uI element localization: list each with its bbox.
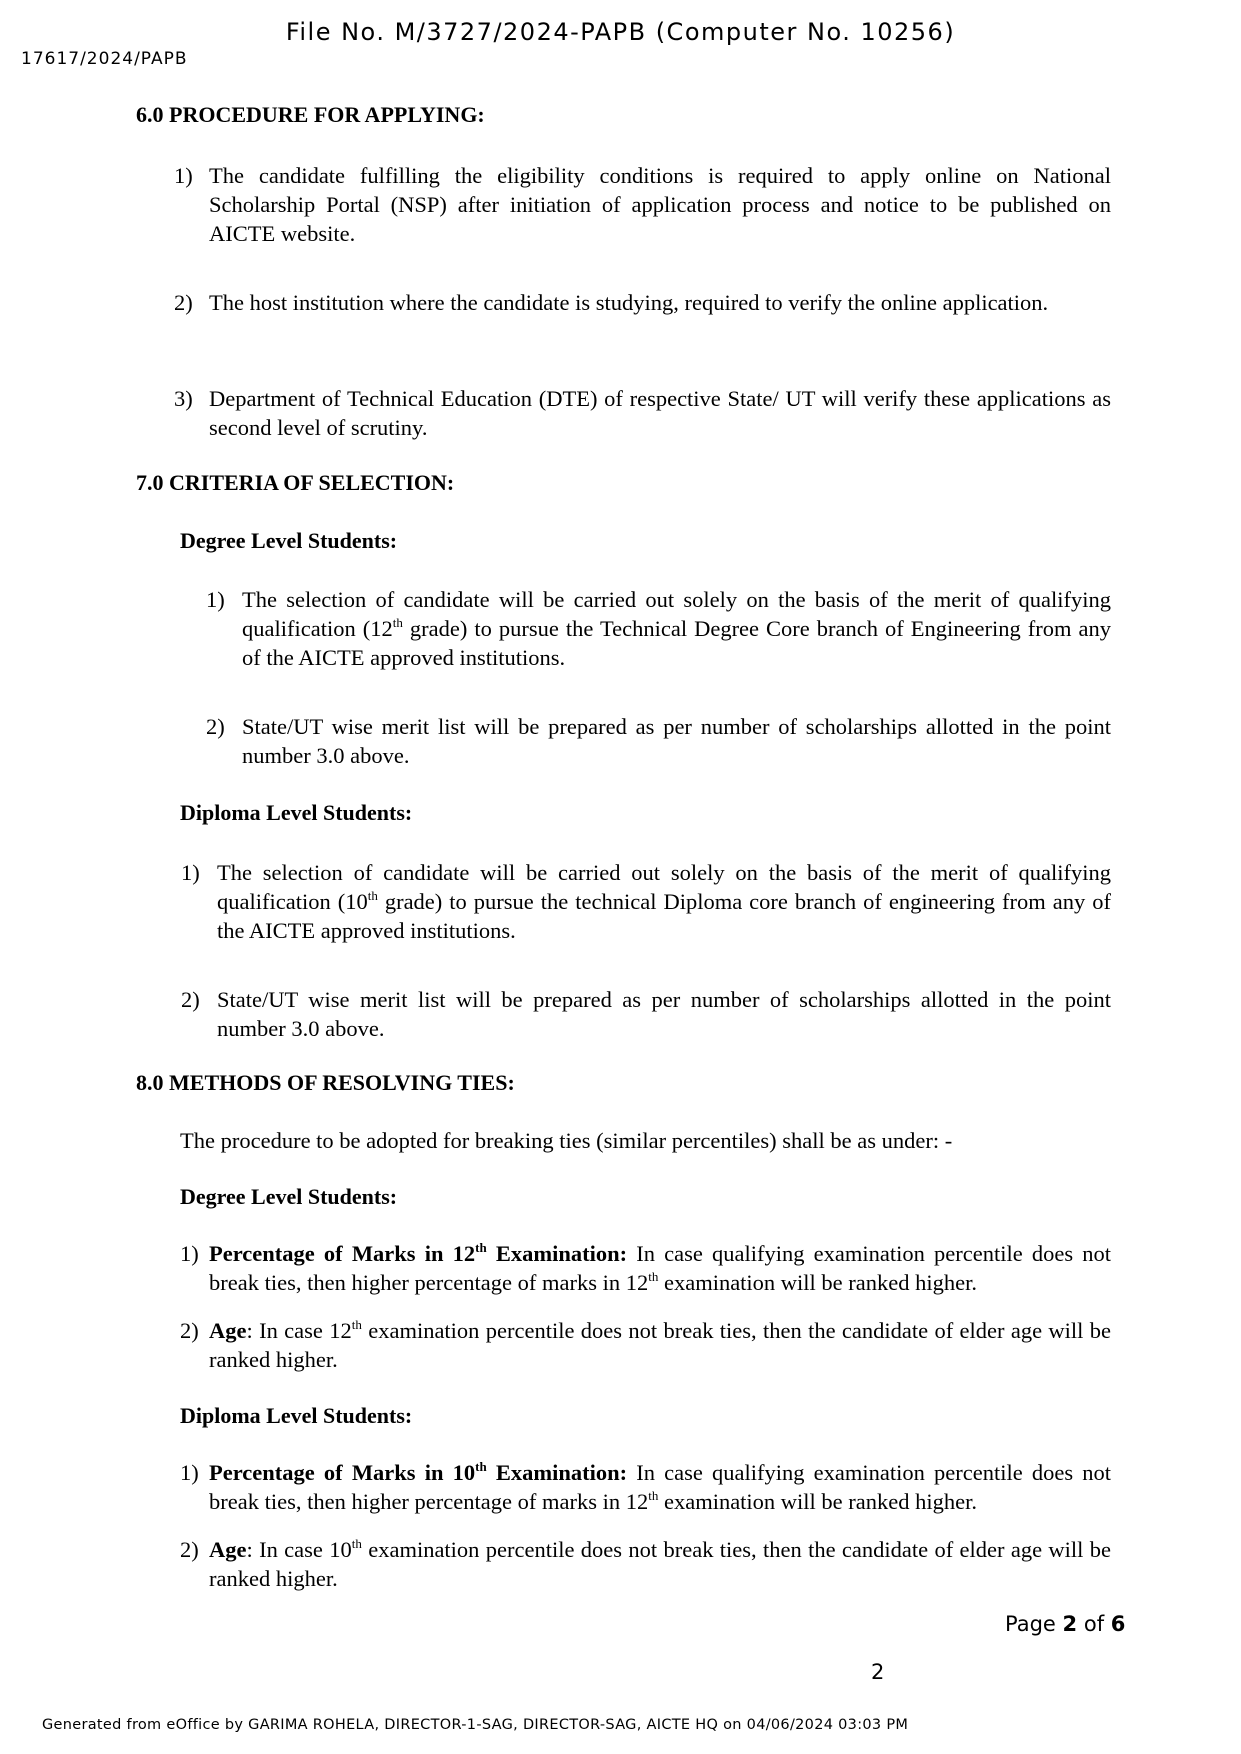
item-number: 3) — [174, 386, 193, 411]
page-number: 2 — [871, 1660, 885, 1684]
item-text: The selection of candidate will be carried out solely on the basis of the merit of qualifying qualification (12th grade) to pursue the Technical Degree Core branch of Engineering from any of the AICTE approved institutions. — [242, 587, 1111, 670]
ties-degree-item-2 — [180, 1316, 1111, 1374]
item-text: Percentage of Marks in 12th Examination: In case qualifying examination percentile does not break ties, then higher percentage of marks in 12th examination will be ranked higher. — [209, 1240, 1112, 1295]
item-number: 2) — [180, 1537, 199, 1562]
procedure-item-1 — [174, 161, 1111, 248]
ties-diploma-item-1 — [180, 1458, 1111, 1516]
subheading-degree-level: Degree Level Students: — [180, 528, 398, 553]
item-text: Age: In case 10th examination percentile does not break ties, then the candidate of elder age will be ranked higher. — [209, 1536, 1111, 1591]
subheading-diploma-level-ties: Diploma Level Students: — [180, 1403, 413, 1428]
criteria-diploma-item-1 — [181, 858, 1111, 945]
item-text: The host institution where the candidate is studying, required to verify the online application. — [209, 290, 1049, 315]
item-number: 1) — [174, 163, 193, 188]
eoffice-footer: Generated from eOffice by GARIMA ROHELA, DIRECTOR-1-SAG, DIRECTOR-SAG, AICTE HQ on 04/06/2024 03:03 PM — [42, 1717, 909, 1733]
page-indicator: Page 2 of 6 — [1005, 1612, 1126, 1636]
resolving-ties-intro: The procedure to be adopted for breaking ties (similar percentiles) shall be as under: - — [180, 1128, 953, 1153]
item-text: State/UT wise merit list will be prepared as per number of scholarships allotted in the point number 3.0 above. — [217, 987, 1111, 1041]
subheading-diploma-level: Diploma Level Students: — [180, 800, 413, 825]
section-heading-criteria: 7.0 CRITERIA OF SELECTION: — [136, 470, 455, 495]
item-text: The selection of candidate will be carried out solely on the basis of the merit of qualifying qualification (10th grade) to pursue the technical Diploma core branch of engineering from any of the AICTE approved institutions. — [217, 860, 1112, 943]
item-text: The candidate fulfilling the eligibility conditions is required to apply online on National Scholarship Portal (NSP) after initiation of application process and notice to be published on AICTE website. — [209, 163, 1111, 246]
item-text: Department of Technical Education (DTE) of respective State/ UT will verify these applications as second level of scrutiny. — [209, 386, 1111, 440]
item-number: 1) — [180, 1460, 199, 1485]
subheading-degree-level-ties: Degree Level Students: — [180, 1184, 398, 1209]
file-number-header: File No. M/3727/2024-PAPB (Computer No. 10256) — [285, 18, 956, 46]
criteria-diploma-item-2 — [181, 985, 1111, 1043]
ties-diploma-item-2 — [180, 1535, 1111, 1593]
procedure-item-2 — [174, 288, 1111, 317]
section-heading-resolving-ties: 8.0 METHODS OF RESOLVING TIES: — [136, 1070, 515, 1095]
reference-number: 17617/2024/PAPB — [21, 49, 188, 69]
item-number: 2) — [180, 1318, 199, 1343]
criteria-degree-item-1 — [206, 585, 1111, 672]
item-number: 1) — [206, 587, 225, 612]
item-number: 2) — [206, 714, 225, 739]
item-text: State/UT wise merit list will be prepared as per number of scholarships allotted in the point number 3.0 above. — [242, 714, 1111, 768]
item-text: Percentage of Marks in 10th Examination: In case qualifying examination percentile does not break ties, then higher percentage of marks in 12th examination will be ranked higher. — [209, 1459, 1112, 1514]
ties-degree-item-1 — [180, 1239, 1111, 1297]
procedure-item-3 — [174, 384, 1111, 442]
item-text: Age: In case 12th examination percentile does not break ties, then the candidate of elder age will be ranked higher. — [209, 1317, 1111, 1372]
section-heading-procedure: 6.0 PROCEDURE FOR APPLYING: — [136, 102, 485, 127]
item-number: 1) — [181, 860, 200, 885]
item-number: 2) — [181, 987, 200, 1012]
criteria-degree-item-2 — [206, 712, 1111, 770]
item-number: 1) — [180, 1241, 199, 1266]
item-number: 2) — [174, 290, 193, 315]
